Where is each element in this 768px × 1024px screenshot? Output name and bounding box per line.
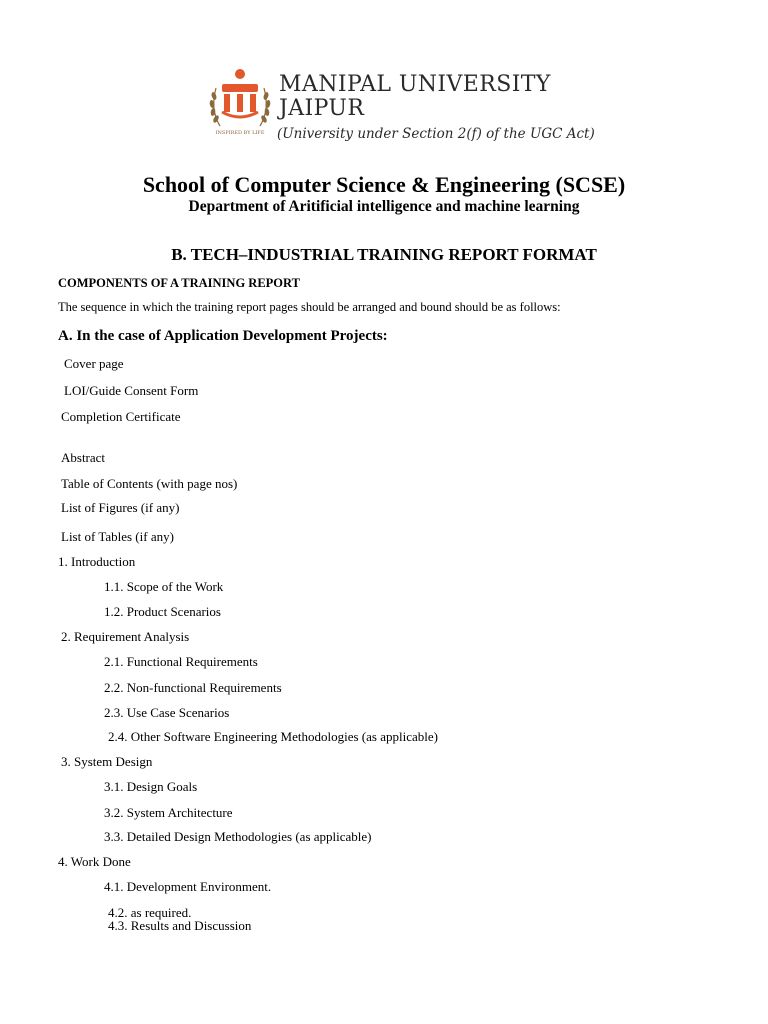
chapter-item (58, 854, 131, 870)
subchapter-item (104, 705, 229, 721)
chapter-title: Non-functional Requirements (126, 680, 282, 695)
chapter-number: 1.1. (104, 579, 124, 594)
chapter-number: 4. (58, 854, 68, 869)
chapter-title: System Design (74, 754, 153, 769)
chapter-title: Work Done (70, 854, 131, 869)
chapter-title: Product Scenarios (126, 604, 221, 619)
university-emblem-logo (206, 66, 274, 138)
chapter-number: 2. (61, 629, 71, 644)
school-title: School of Computer Science & Engineering (SCSE) (142, 172, 626, 197)
chapter-title: Introduction (71, 554, 136, 569)
chapter-number: 2.3. (104, 705, 124, 720)
chapter-title: System Architecture (126, 805, 233, 820)
chapter-number: 3.3. (104, 829, 124, 844)
front-matter-item: Table of Contents (with page nos) (61, 476, 238, 491)
report-title: B. TECH–INDUSTRIAL TRAINING REPORT FORMAT (171, 245, 597, 264)
subchapter-item (108, 729, 438, 745)
chapter-title: Results and Discussion (130, 918, 252, 933)
front-matter-item: Completion Certificate (61, 409, 181, 424)
chapter-item (58, 554, 135, 570)
subchapter-item (104, 680, 282, 696)
emblem-motto: INSPIRED BY LIFE (215, 130, 265, 136)
chapter-number: 2.1. (104, 654, 124, 669)
chapter-item (61, 629, 189, 645)
subchapter-item (104, 579, 223, 595)
logo-tagline: (University under Section 2(f) of the UGC Act) (277, 126, 595, 142)
subchapter-item (104, 829, 372, 845)
chapter-title: Scope of the Work (126, 579, 224, 594)
chapter-number: 2.4. (108, 729, 128, 744)
chapter-title: Development Environment. (126, 879, 272, 894)
logo-university-city: JAIPUR (279, 96, 365, 121)
front-matter-item: Abstract (61, 450, 106, 465)
chapter-title: Functional Requirements (126, 654, 258, 669)
chapter-item (61, 754, 152, 770)
chapter-title: Use Case Scenarios (126, 705, 230, 720)
chapter-title: Design Goals (126, 779, 198, 794)
chapter-title: as required. (130, 905, 192, 920)
chapter-number: 4.3. (108, 918, 128, 933)
front-matter-item: LOI/Guide Consent Form (64, 383, 199, 398)
chapter-title: Requirement Analysis (74, 629, 190, 644)
chapter-number: 3.2. (104, 805, 124, 820)
sequence-paragraph: The sequence in which the training report pages should be arranged and bound should be as follows: (58, 300, 561, 314)
components-heading: COMPONENTS OF A TRAINING REPORT (58, 276, 300, 290)
department-title: Department of Aritificial intelligence and machine learning (188, 198, 580, 215)
front-matter-item: List of Figures (if any) (61, 500, 180, 515)
chapter-number: 1. (58, 554, 68, 569)
chapter-number: 1.2. (104, 604, 124, 619)
chapter-title: Other Software Engineering Methodologies (as applicable) (130, 729, 438, 744)
chapter-number: 4.2. (108, 905, 128, 920)
subchapter-item (104, 779, 197, 795)
logo-university-name: MANIPAL UNIVERSITY (279, 72, 551, 97)
front-matter-item: Cover page (64, 356, 124, 371)
subchapter-item (104, 604, 221, 620)
subchapter-item (104, 654, 258, 670)
chapter-number: 2.2. (104, 680, 124, 695)
subchapter-item (104, 879, 271, 895)
subchapter-item (108, 918, 251, 934)
front-matter-item: List of Tables (if any) (61, 529, 174, 544)
subchapter-item (104, 805, 233, 821)
chapter-title: Detailed Design Methodologies (as applicable) (126, 829, 372, 844)
chapter-number: 4.1. (104, 879, 124, 894)
chapter-number: 3. (61, 754, 71, 769)
section-a-heading: A. In the case of Application Development Projects: (58, 328, 388, 344)
chapter-number: 3.1. (104, 779, 124, 794)
